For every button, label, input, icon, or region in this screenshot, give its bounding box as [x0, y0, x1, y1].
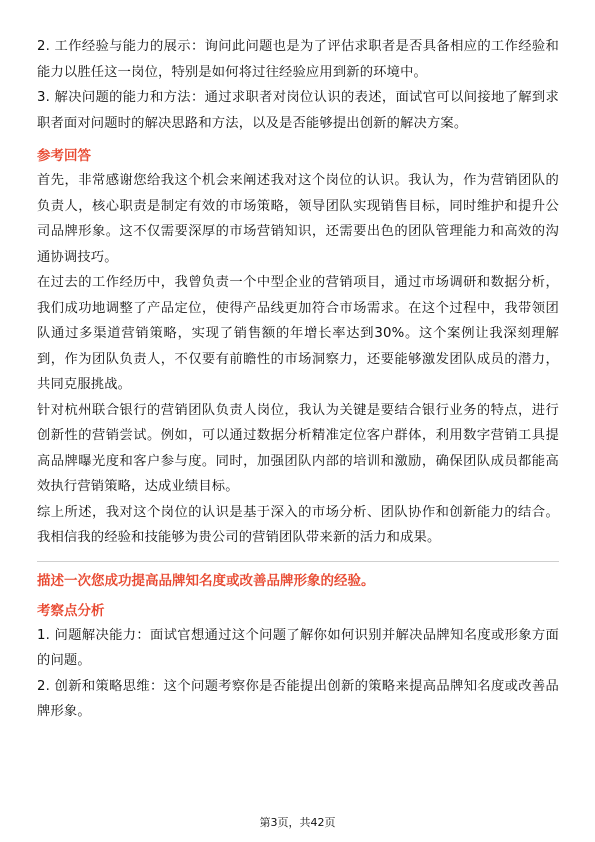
answer-paragraph-2: 在过去的工作经历中，我曾负责一个中型企业的营销项目，通过市场调研和数据分析，我们成功地调整了产品定位，使得产品线更加符合市场需求。在这个过程中，我带领团队通过多渠道营销策略，实现了销售额的年增长率达到30%。这个案例让我深刻理解到，作为团队负责人，不仅要有前瞻性的市场洞察力，还要能够激发团队成员的潜力，共同克服挑战。: [37, 275, 559, 392]
document-page: [37, 34, 559, 725]
page-number: 第3页，共42页: [259, 816, 336, 829]
analysis-point-1: 1. 问题解决能力：面试官想通过这个问题了解你如何识别并解决品牌知名度或形象方面的问题。: [37, 627, 559, 668]
analysis-heading: 考察点分析: [37, 602, 105, 619]
analysis-point-2: 2. 创新和策略思维：这个问题考察你是否能提出创新的策略来提高品牌知名度或改善品牌形象。: [37, 678, 559, 719]
evaluation-point-3: 3. 解决问题的能力和方法：通过求职者对岗位认识的表述，面试官可以间接地了解到求职者面对问题时的解决思路和方法，以及是否能够提出创新的解决方案。: [37, 90, 559, 131]
answer-paragraph-3: 针对杭州联合银行的营销团队负责人岗位，我认为关键是要结合银行业务的特点，进行创新性的营销尝试。例如，可以通过数据分析精准定位客户群体，利用数字营销工具提高品牌曝光度和客户参与度。同时，加强团队内部的培训和激励，确保团队成员都能高效执行营销策略，达成业绩目标。: [37, 402, 559, 494]
answer-paragraph-4: 综上所述，我对这个岗位的认识是基于深入的市场分析、团队协作和创新能力的结合。我相信我的经验和技能够为贵公司的营销团队带来新的活力和成果。: [37, 504, 559, 545]
next-question-block: [37, 561, 559, 725]
question-title: 描述一次您成功提高品牌知名度或改善品牌形象的经验。: [37, 572, 375, 589]
reference-answer-heading: 参考回答: [37, 148, 91, 164]
answer-paragraph-1: 首先，非常感谢您给我这个机会来阐述我对这个岗位的认识。我认为，作为营销团队的负责人，核心职责是制定有效的市场策略，领导团队实现销售目标，同时维护和提升公司品牌形象。这不仅需要深厚的市场营销知识，还需要出色的团队管理能力和高效的沟通协调技巧。: [37, 173, 559, 265]
evaluation-point-2: 2. 工作经验与能力的展示：询问此问题也是为了评估求职者是否具备相应的工作经验和能力以胜任这一岗位，特别是如何将过往经验应用到新的环境中。: [37, 39, 559, 80]
